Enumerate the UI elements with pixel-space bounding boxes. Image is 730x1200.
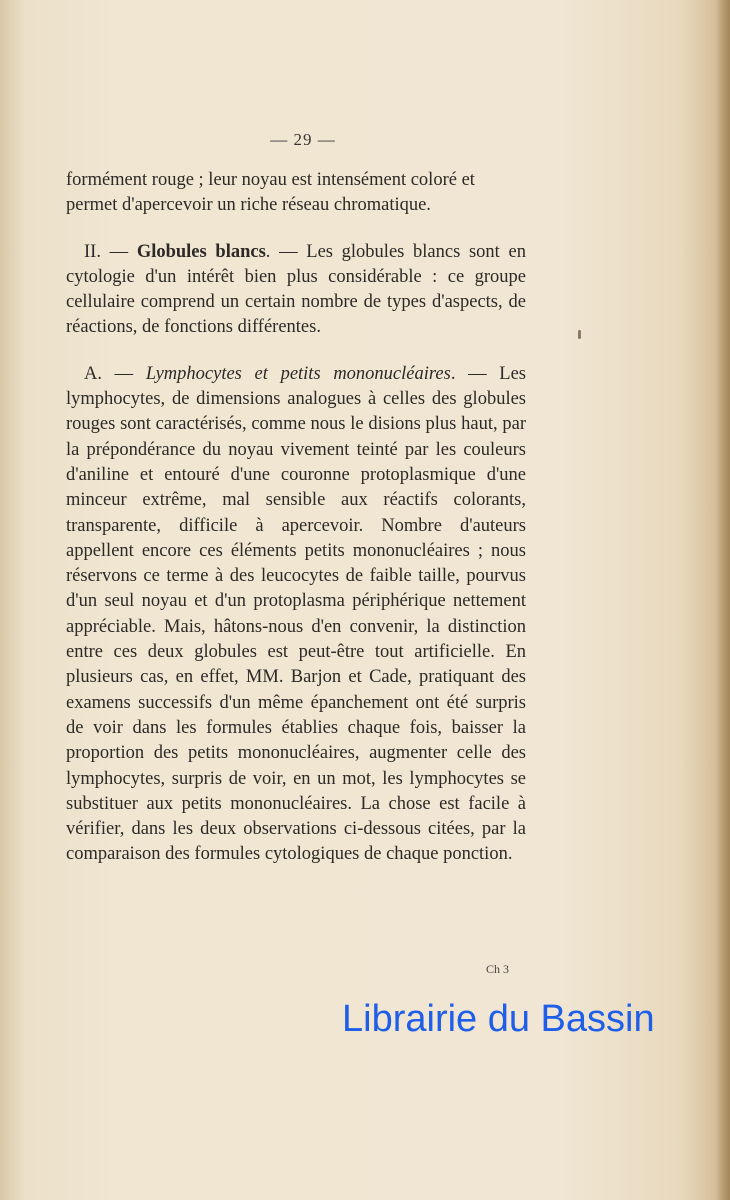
section-prefix: II. —	[84, 241, 137, 262]
page-number: — 29 —	[270, 130, 336, 149]
page-edge-shadow	[716, 0, 730, 1200]
watermark: Librairie du Bassin	[342, 998, 655, 1040]
section-lead: . — Les	[450, 363, 526, 384]
paragraph-globules-blancs	[66, 240, 526, 341]
paragraph-body: lymphocytes, de dimensions analogues à celles des globules rouges sont caractérisés, comme nous le disions plus haut, par la prépondérance du noyau vivement teinté par les couleurs d'aniline et entouré d'une couronne protoplasmique d'une minceur extrême, mal sensible aux réactifs colorants, transparente, difficile à apercevoir. Nombre d'auteurs appellent encore ces éléments petits mononucléaires ; nous réservons ce terme à des leucocytes de faible taille, pourvus d'un seul noyau et d'un protoplasma périphérique nettement appréciable. Mais, hâtons-nous d'en convenir, la distinction entre ces deux globules est peut-être tout artificielle. En plusieurs cas, en effet, MM. Barjon et Cade, pratiquant des examens successifs d'un même épanchement ont été surpris de voir dans les formules établies chaque fois, baisser la proportion des petits mononucléaires, augmenter celle des lymphocytes, surpris de voir, en un mot, les lymphocytes se substituer aux petits mononucléaires. La chose est facile à vérifier, dans les deux observations ci-dessous citées, par la comparaison des formules cytologiques de chaque ponction.	[66, 389, 526, 865]
signature-mark: Ch 3	[486, 962, 510, 976]
paragraph-lymphocytes	[66, 362, 526, 868]
section-term: Lymphocytes et petits mononucléaires	[145, 363, 451, 384]
section-prefix: A. —	[84, 363, 146, 384]
text-line: permet d'apercevoir un riche réseau chromatique.	[66, 195, 431, 216]
paragraph-body: en cytologie d'un intérêt bien plus considérable : ce groupe cellulaire comprend un certain nombre de types d'aspects, de réactions, de fonctions différentes.	[66, 241, 526, 338]
text-line: formément rouge ; leur noyau est intensément coloré et	[66, 170, 475, 190]
body-text	[66, 168, 526, 868]
paper-speck	[578, 330, 581, 339]
section-lead: . — Les globules blancs sont	[265, 241, 500, 262]
section-term: Globules blancs	[136, 241, 266, 262]
paragraph-continuation	[66, 168, 526, 219]
